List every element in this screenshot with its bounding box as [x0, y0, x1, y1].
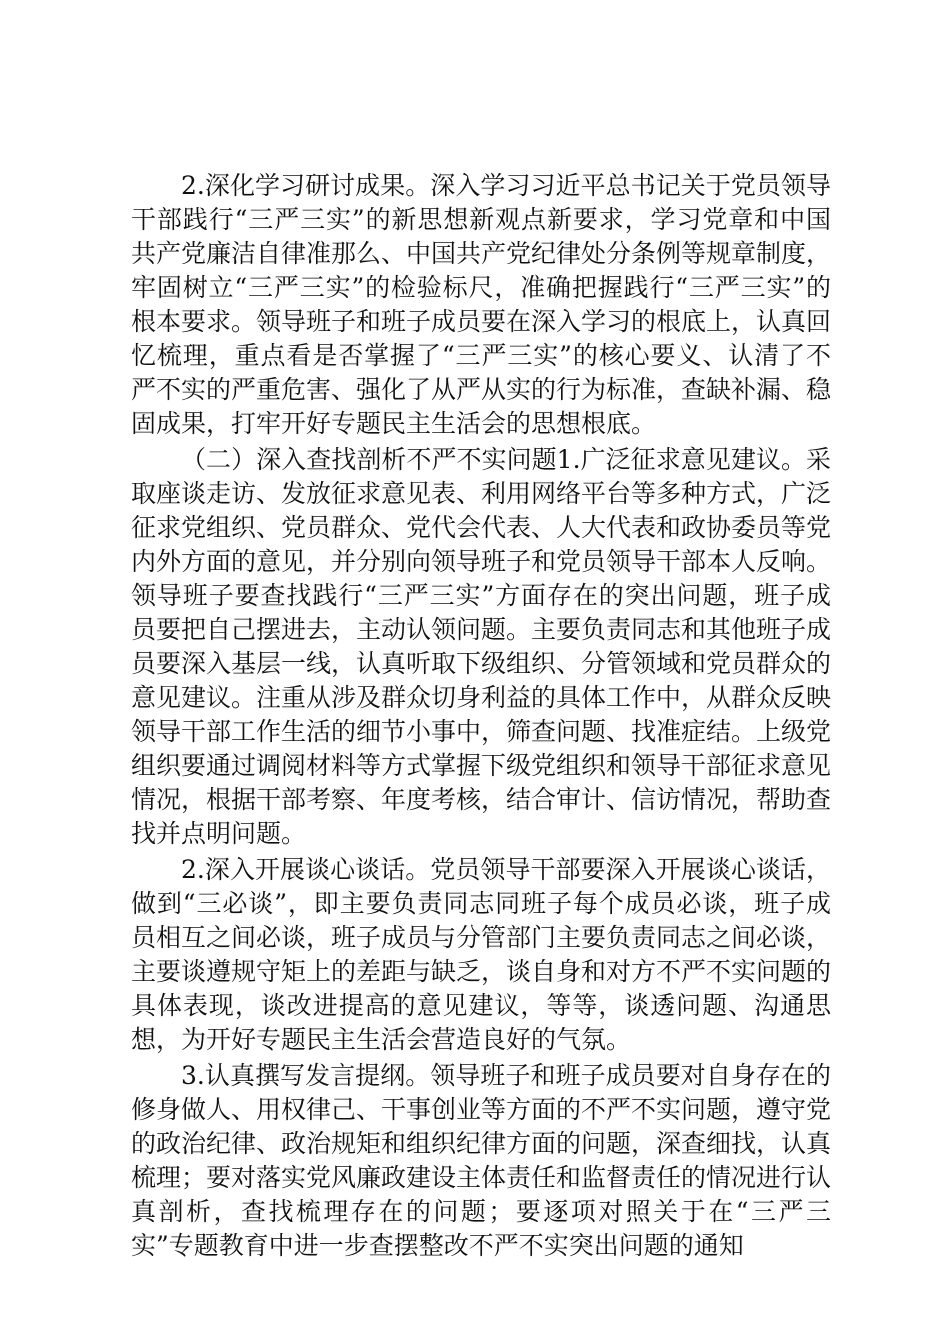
- paragraph-deepen-study: 2.深化学习研讨成果。深入学习习近平总书记关于党员领导干部践行“三严三实”的新思想新观点新要求，学习党章和中国共产党廉洁自律准那么、中国共产党纪律处分条例等规章制度，牢固树立“三严三实”的检验标尺，准确把握践行“三严三实”的根本要求。领导班子和班子成员要在深入学习的根底上，认真回忆梳理，重点看是否掌握了“三严三实”的核心要义、认清了不严不实的严重危害、强化了从严从实的行为标准，查缺补漏、稳固成果，打牢开好专题民主生活会的思想根底。: [131, 171, 832, 438]
- paragraph-write-outline: 3.认真撰写发言提纲。领导班子和班子成员要对自身存在的修身做人、用权律己、干事创业等方面的不严不实问题，遵守党的政治纪律、政治规矩和组织纪律方面的问题，深查细找，认真梳理；要对落实党风廉政建设主体责任和监督责任的情况进行认真剖析，查找梳理存在的问题；要逐项对照关于在“三严三实”专题教育中进一步查摆整改不严不实突出问题的通知: [131, 1061, 832, 1260]
- paragraph-heart-to-heart-talks: 2.深入开展谈心谈话。党员领导干部要深入开展谈心谈话，做到“三必谈”，即主要负责同志同班子每个成员必谈，班子成员相互之间必谈，班子成员与分管部门主要负责同志之间必谈，主要谈遵规守矩上的差距与缺乏，谈自身和对方不严不实问题的具体表现，谈改进提高的意见建议，等等，谈透问题、沟通思想，为开好专题民主生活会营造良好的气氛。: [131, 855, 832, 1054]
- paragraph-find-problems: （二）深入查找剖析不严不实问题1.广泛征求意见建议。采取座谈走访、发放征求意见表、利用网络平台等多种方式，广泛征求党组织、党员群众、党代会代表、人大代表和政协委员等党内外方面的意见，并分别向领导班子和党员领导干部本人反响。领导班子要查找践行“三严三实”方面存在的突出问题，班子成员要把自己摆进去，主动认领问题。主要负责同志和其他班子成员要深入基层一线，认真听取下级组织、分管领域和党员群众的意见建议。注重从涉及群众切身利益的具体工作中，从群众反映领导干部工作生活的细节小事中，筛查问题、找准症结。上级党组织要通过调阅材料等方式掌握下级党组织和领导干部征求意见情况，根据干部考察、年度考核，结合审计、信访情况，帮助查找并点明问题。: [131, 445, 832, 848]
- document-body: [131, 169, 831, 1263]
